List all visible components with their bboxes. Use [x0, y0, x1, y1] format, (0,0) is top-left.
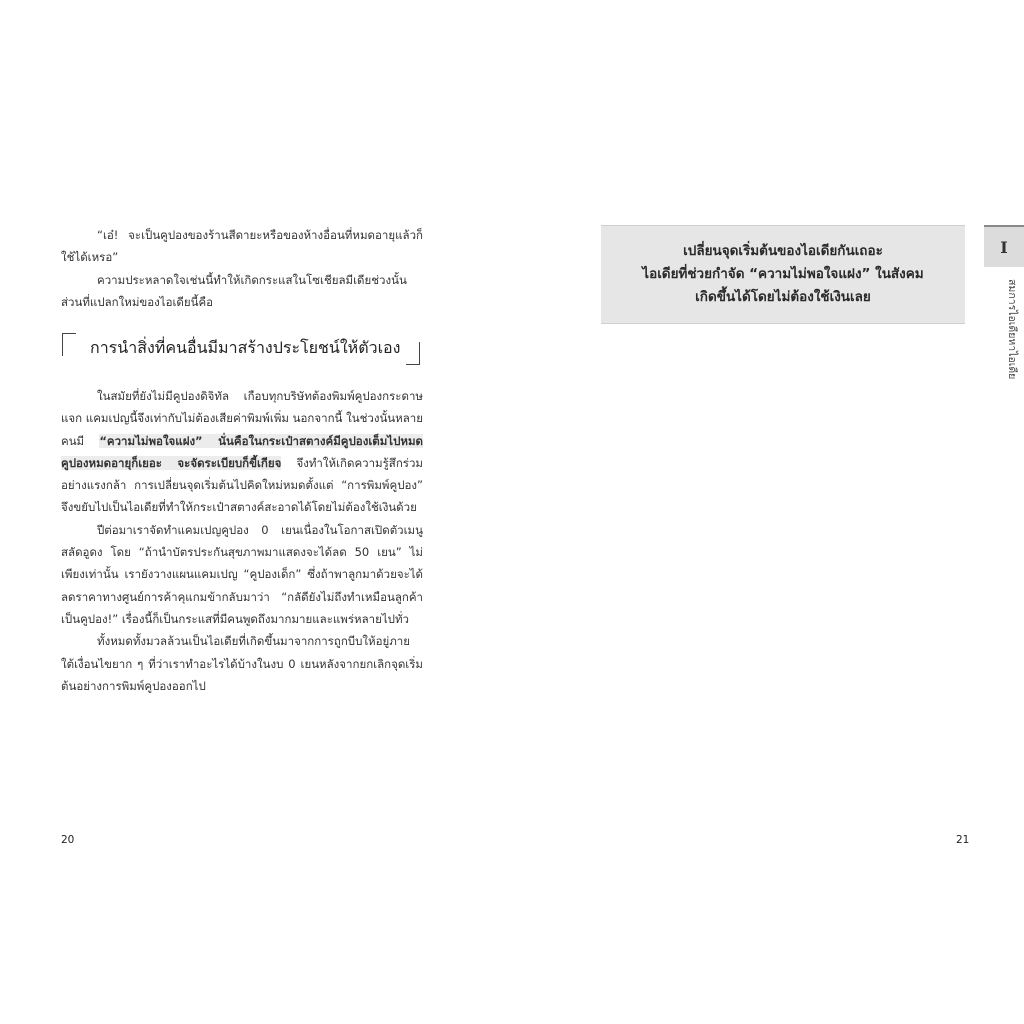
chapter-tab: I [984, 225, 1024, 267]
highlighted-phrase: “ความไม่พอใจแฝง” นั่นคือในกระเป๋าสตางค์มีคูปองเต็มไปหมด คูปองหมดอายุก็เยอะ จะจัดระเบียบก็ขี้เกียจ [61, 433, 424, 470]
callout-line-3: เกิดขึ้นได้โดยไม่ต้องใช้เงินเลย [695, 289, 871, 305]
paragraph-1-lead: ในสมัยที่ยังไม่มีคูปองดิจิทัล เกือบทุกบริษัทต้องพิมพ์คูปองกระดาษแจก แคมเปญนี้จึงเท่ากับไม่ต้องเสียค่าพิมพ์เพิ่ม นอกจากนี้ ในช่วงนั้นหลายคนมี [61, 389, 423, 448]
right-page [512, 0, 1024, 1024]
paragraph-1-tail: จึงทำให้เกิดความรู้สึกร่วมอย่างแรงกล้า การเปลี่ยนจุดเริ่มต้นไปคิดใหม่หมดตั้งแต่ “การพิมพ์คูปอง” จึงขยับไปเป็นไอเดียที่ทำให้กระเป๋าสตางค์สะอาดได้โดยไม่ต้องใช้เงินด้วย [61, 455, 424, 515]
callout-line-2: ไอเดียที่ช่วยกำจัด “ความไม่พอใจแฝง” ในสังคม [642, 266, 924, 282]
body-paragraph-1 [61, 385, 423, 519]
chapter-title-vertical: สมการไอเดียหาไอเดีย [1006, 279, 1018, 380]
intro-text [61, 224, 423, 313]
callout-line-1: เปลี่ยนจุดเริ่มต้นของไอเดียกันเถอะ [683, 243, 883, 259]
section-heading [62, 333, 420, 365]
section-heading-text: การนำสิ่งที่คนอื่นมีมาสร้างประโยชน์ให้ตัวเอง [90, 338, 401, 357]
main-text [61, 385, 423, 697]
body-paragraph-3: ทั้งหมดทั้งมวลล้วนเป็นไอเดียที่เกิดขึ้นมาจากการถูกบีบให้อยู่ภายใต้เงื่อนไขยาก ๆ ที่ว่าเราทำอะไรได้บ้างในงบ 0 เยนหลังจากยกเลิกจุดเริ่มต้นอย่างการพิมพ์คูปองออกไป [61, 634, 423, 693]
intro-paragraph-2: ความประหลาดใจเช่นนี้ทำให้เกิดกระแสในโซเชียลมีเดียช่วงนั้น ส่วนที่แปลกใหม่ของไอเดียนี้คือ [61, 272, 407, 309]
bracket-close-decoration [406, 342, 420, 365]
intro-paragraph-1: “เอ๋! จะเป็นคูปองของร้านสีดายะหรือของห้างอื่อนที่หมดอายุแล้วก็ใช้ได้เหรอ” [61, 228, 423, 265]
page-number-right: 21 [956, 834, 970, 846]
bracket-open-decoration [62, 333, 76, 356]
body-paragraph-2: ปีต่อมาเราจัดทำแคมเปญคูปอง 0 เยนเนื่องในโอกาสเปิดตัวเมนูสลัดอูดง โดย “ถ้านำบัตรประกันสุขภาพมาแสดงจะได้ลด 50 เยน” ไม่เพียงเท่านั้น เรายังวางแผนแคมเปญ “คูปองเด็ก” ซึ่งถ้าพาลูกมาด้วยจะได้ลดราคาทางศูนย์การค้าคุแกมข้ากลับมาว่า “กลัดียังไม่ถึงทำเหมือนลูกค้าเป็นคูปอง!” เรื่องนี้ก็เป็นกระแสที่มีคนพูดถึงมากมายและแพร่หลายไปทั่ว [61, 522, 423, 626]
page-number-left: 20 [61, 834, 75, 846]
callout-box [601, 225, 965, 324]
